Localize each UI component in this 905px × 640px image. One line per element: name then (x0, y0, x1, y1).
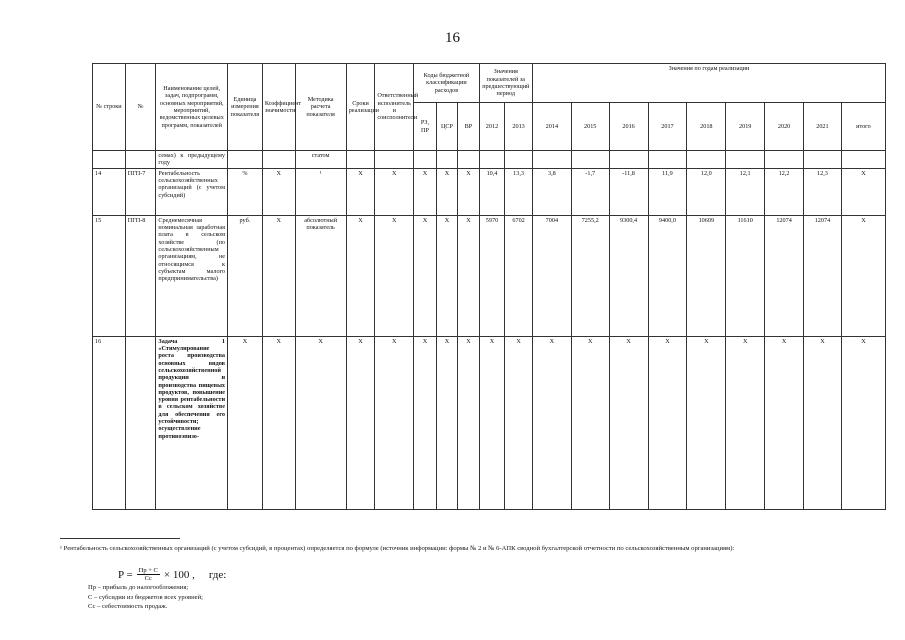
cell-resp: X (375, 215, 414, 336)
header-2017: 2017 (648, 103, 687, 151)
formula-numerator: Пр + С (138, 567, 158, 574)
cell-term: X (346, 168, 375, 215)
cell-2012: 5970 (479, 215, 505, 336)
cell-unit: % (228, 168, 263, 215)
cell-2013: 13,3 (505, 168, 533, 215)
definition-profit: Пр – прибыль до налогообложения; (88, 584, 189, 591)
cell-code (125, 336, 156, 509)
cell-vr: X (458, 215, 479, 336)
header-method: Методика расчета показателя (295, 64, 346, 151)
cell-unit: руб. (228, 215, 263, 336)
header-2018: 2018 (687, 103, 726, 151)
header-total: итого (841, 103, 885, 151)
cell-2015: -1,7 (571, 168, 609, 215)
header-2020: 2020 (765, 103, 804, 151)
header-prev-values: Значения показателей за предшествующий период (479, 64, 532, 103)
cell-coef: X (262, 168, 295, 215)
header-2015: 2015 (571, 103, 609, 151)
cell-code: ПГП-7 (125, 168, 156, 215)
header-2014: 2014 (532, 103, 571, 151)
header-row-no: № строки (93, 64, 126, 151)
cell-2015: 7255,2 (571, 215, 609, 336)
cell-2020: 12074 (765, 215, 804, 336)
cell-method: статом (295, 151, 346, 169)
cell-name: Задача 1 «Стимулирование роста производства основных видов сельскохозяйственной продукции и производства пищевых продуктов, повышение уровня рентабельности в сельском хозяйстве для обеспечения его устойчивости; осуществление противоэпизо- (156, 336, 228, 509)
header-2019: 2019 (726, 103, 765, 151)
footnote-text: ¹ Рентабельность сельскохозяйственных организаций (с учетом субсидий, в процентах) определяется по формуле (источник информации: формы № 2 и № 6-АПК сводной бухгалтерской отчетности по сельскохозяйственным организациям): (60, 545, 735, 552)
header-years-values: Значения по годам реализации (532, 64, 885, 103)
cell-2021: 12074 (804, 215, 842, 336)
header-vr: ВР (458, 103, 479, 151)
cell-2018: X (687, 336, 726, 509)
header-csr: ЦСР (436, 103, 457, 151)
cell-2018: 10609 (687, 215, 726, 336)
definition-cost: Сс – себестоимость продаж. (88, 603, 168, 611)
cell-2013: X (505, 336, 533, 509)
header-term: Сроки реализации (346, 64, 375, 151)
table-row (93, 336, 886, 509)
cell-name: Среднемесячная номинальная заработная плата в сельском хозяйстве (по сельскохозяйственным организациям, не относящимся к субъектам малого предпринимательства) (156, 215, 228, 336)
cell-resp: X (375, 336, 414, 509)
cell-term: X (346, 215, 375, 336)
cell-2020: 12,2 (765, 168, 804, 215)
cell-coef: X (262, 215, 295, 336)
cell-2017: 9400,0 (648, 215, 687, 336)
formula-where: где: (208, 568, 227, 581)
cell-total: X (841, 215, 885, 336)
table-row (93, 168, 886, 215)
header-coef: Коэффициент значимости (262, 64, 295, 151)
formula-rhs: × 100 , (163, 568, 195, 581)
cell-2021: 12,3 (804, 168, 842, 215)
cell-rz: X (414, 168, 437, 215)
cell-name: Рентабельность сельскохозяйственных организаций (с учетом субсидий) (156, 168, 228, 215)
cell-2014: 7004 (532, 215, 571, 336)
cell-2015: X (571, 336, 609, 509)
cell-rz: X (414, 336, 437, 509)
cell-name: семах) к предыдущему году (156, 151, 228, 169)
formula-fraction (137, 567, 160, 582)
profitability-formula (118, 567, 226, 582)
cell-2019: 12,1 (726, 168, 765, 215)
cell-2018: 12,0 (687, 168, 726, 215)
formula-lhs: P = (118, 568, 133, 581)
definition-subsidies: С – субсидии из бюджетов всех уровней; (88, 593, 203, 601)
cell-2016: 9300,4 (609, 215, 648, 336)
cell-2016: X (609, 336, 648, 509)
header-rz: РЗ, ПР (414, 103, 437, 151)
cell-rz: X (414, 215, 437, 336)
header-2016: 2016 (609, 103, 648, 151)
table-row-continuation (93, 151, 886, 169)
cell-method: абсолютный показатель (295, 215, 346, 336)
cell-code: ПГП-8 (125, 215, 156, 336)
cell-2021: X (804, 336, 842, 509)
header-no: № (125, 64, 156, 151)
cell-vr: X (458, 336, 479, 509)
cell-coef: X (262, 336, 295, 509)
cell-csr: X (436, 168, 457, 215)
cell-2020: X (765, 336, 804, 509)
formula-denominator: Сс (144, 575, 152, 582)
cell-2014: X (532, 336, 571, 509)
cell-2019: X (726, 336, 765, 509)
cell-line: 16 (93, 336, 126, 509)
page-number: 16 (445, 30, 460, 46)
formula-definitions (88, 583, 203, 612)
header-2021: 2021 (804, 103, 842, 151)
header-unit: Единица измерения показателя (228, 64, 263, 151)
cell-2014: 3,8 (532, 168, 571, 215)
cell-2016: -11,8 (609, 168, 648, 215)
cell-line: 15 (93, 215, 126, 336)
cell-2017: X (648, 336, 687, 509)
footnote-separator (60, 538, 180, 539)
cell-unit: X (228, 336, 263, 509)
header-2012: 2012 (479, 103, 505, 151)
cell-resp: X (375, 168, 414, 215)
cell-csr: X (436, 215, 457, 336)
cell-line: 14 (93, 168, 126, 215)
cell-total: X (841, 168, 885, 215)
header-resp: Ответственный исполнитель и соисполнители (375, 64, 414, 151)
cell-2012: X (479, 336, 505, 509)
cell-term: X (346, 336, 375, 509)
header-budget-codes: Коды бюджетной классификации расходов (414, 64, 479, 103)
header-2013: 2013 (505, 103, 533, 151)
cell-method: ¹ (295, 168, 346, 215)
header-name: Наименование целей, задач, подпрограмм, основных мероприятий, мероприятий, ведомственных целевых программ, показателей (156, 64, 228, 151)
indicators-table (92, 63, 886, 510)
cell-2019: 11610 (726, 215, 765, 336)
cell-2013: 6702 (505, 215, 533, 336)
cell-total: X (841, 336, 885, 509)
cell-2017: 11,9 (648, 168, 687, 215)
cell-vr: X (458, 168, 479, 215)
cell-2012: 10,4 (479, 168, 505, 215)
table-row (93, 215, 886, 336)
cell-method: X (295, 336, 346, 509)
cell-csr: X (436, 336, 457, 509)
